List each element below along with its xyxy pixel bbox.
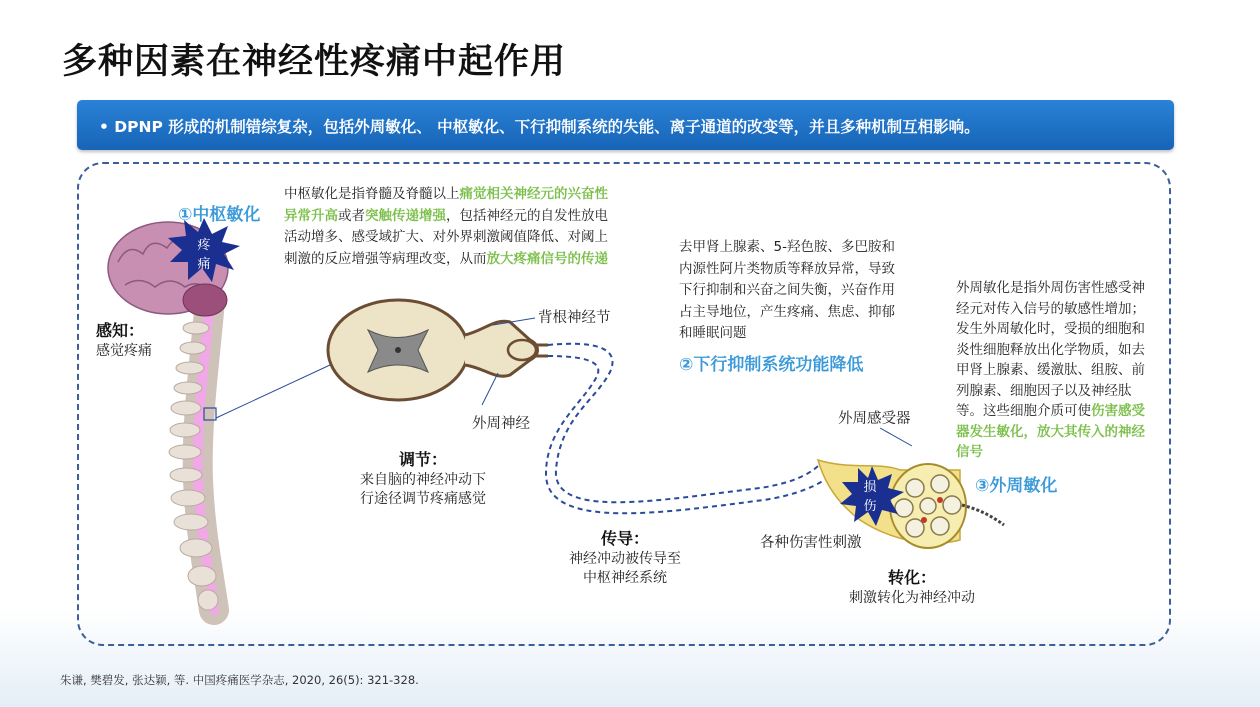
stage-perception [96,320,152,361]
pain-star-char-2: 痛 [197,257,211,272]
descending-inhibition-text: 去甲肾上腺素、5-羟色胺、多巴胺和内源性阿片类物质等释放异常，导致下行抑制和兴奋之间失衡，兴奋作用占主导地位，产生疼痛、焦虑、抑郁和睡眠问题 [679,239,895,341]
spinal-cross-section [328,300,548,405]
central-highlight-2: 突触传递增强 [365,207,446,224]
stage-modulation [338,449,508,509]
central-sensitization-text [284,184,608,270]
pain-star-char-1: 疼 [197,238,211,253]
stage-transmission [550,528,700,588]
stage-perception-title: 感知： [96,321,145,340]
central-text-2: 或者 [338,207,365,224]
stage-transmission-line-2: 中枢神经系统 [583,570,667,586]
drg-label: 背根神经节 [538,310,611,326]
spine-illustration [169,300,330,610]
descending-inhibition-heading: ②下行抑制系统功能降低 [679,355,864,375]
central-sensitization-heading: ①中枢敏化 [178,205,261,225]
page-title: 多种因素在神经性疼痛中起作用 [62,42,567,82]
stage-transmission-line-1: 神经冲动被传导至 [569,551,681,567]
stage-modulation-line-1: 来自脑的神经冲动下 [360,472,486,488]
peripheral-sensitization-heading: ③外周敏化 [975,476,1058,496]
citation: 朱谦, 樊碧发, 张达颖, 等. 中国疼痛医学杂志, 2020, 26(5): 321-328. [60,673,419,687]
stage-transduction [832,567,992,608]
central-text-1: 中枢敏化是指脊髓及脊髓以上 [284,186,460,202]
summary-banner-text: • DPNP 形成的机制错综复杂，包括外周敏化、 中枢敏化、下行抑制系统的失能、离子通道的改变等，并且多种机制互相影响。 [99,118,980,136]
peripheral-sensitization-text [956,278,1152,463]
noxious-stimuli-label: 各种伤害性刺激 [760,535,862,551]
central-text-3: ，包括神经元的自发性放电活动增多、感受域扩大、对外界刺激阈值降低、对阈上刺激的反应增强等病理改变，从而 [284,207,608,267]
central-highlight-3: 放大疼痛信号的传递 [486,250,608,267]
peripheral-text-1: 外周敏化是指外周伤害性感受神经元对传入信号的敏感性增加；发生外周敏化时，受损的细胞和炎性细胞释放出化学物质，如去甲肾上腺素、缓激肽、组胺、前列腺素、细胞因子以及神经肽等。这些细胞介质可使 [956,280,1145,419]
injury-star-label [862,478,878,516]
central-highlight-1: 痛觉相关神经元的兴奋性异常升高 [284,186,608,224]
stage-transmission-title: 传导： [600,529,649,548]
stage-transduction-title: 转化： [887,568,936,587]
stage-modulation-title: 调节： [398,450,447,469]
pain-star-label [196,236,212,274]
peripheral-nerve-label: 外周神经 [472,416,530,432]
stage-perception-text: 感觉疼痛 [96,343,152,359]
injury-star-char-1: 损 [863,480,877,495]
receptor-label: 外周感受器 [838,411,911,427]
peripheral-highlight-1: 伤害感受器发生敏化，放大其传入的神经信号 [956,403,1145,460]
stage-modulation-line-2: 行途径调节疼痛感觉 [360,491,486,507]
injury-star-char-2: 伤 [863,499,877,514]
stage-transduction-text: 刺激转化为神经冲动 [849,590,975,606]
